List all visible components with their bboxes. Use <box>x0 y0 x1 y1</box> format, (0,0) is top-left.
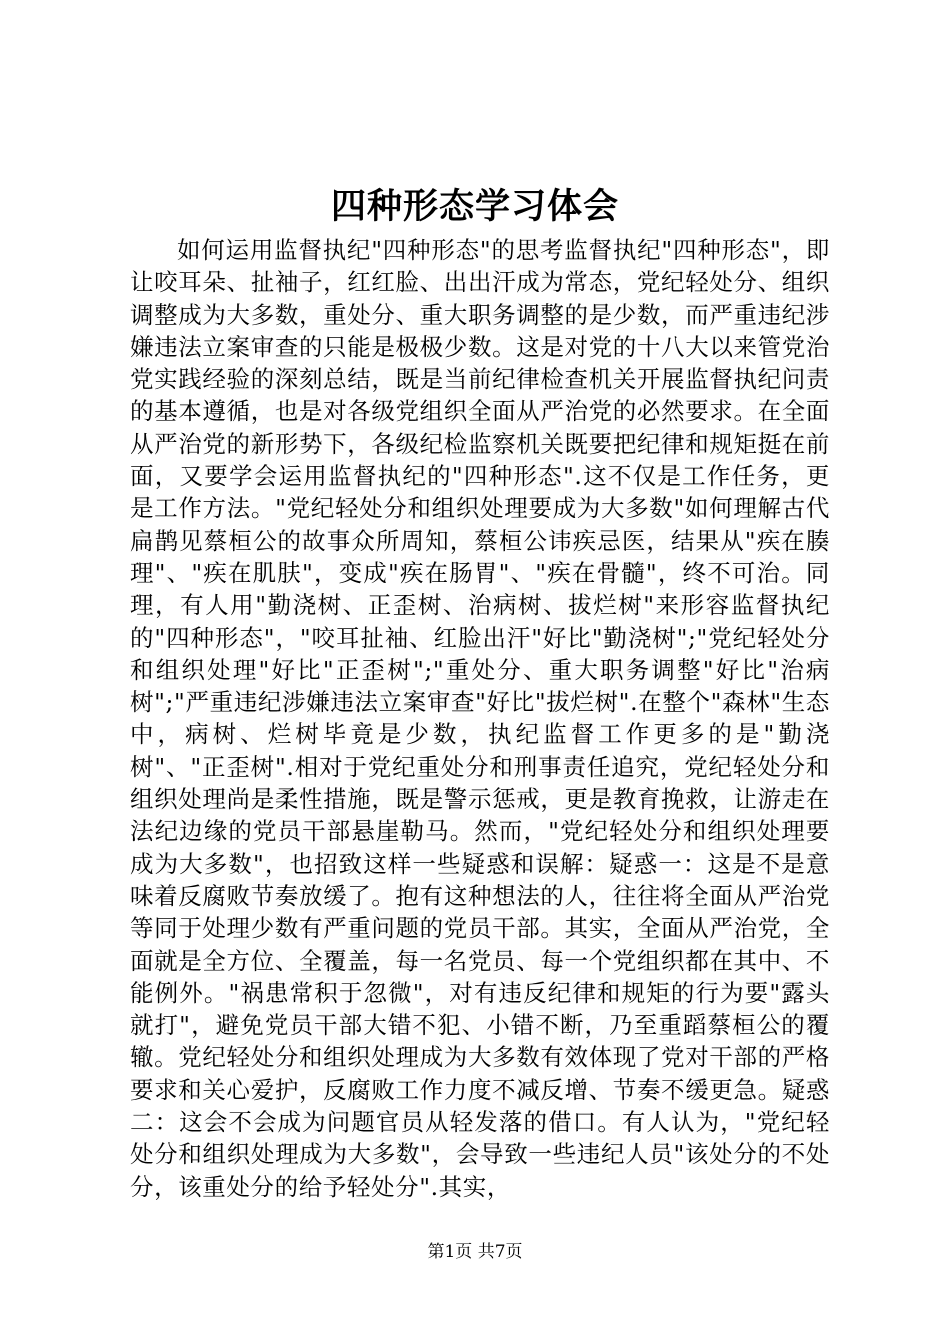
page-title: 四种形态学习体会 <box>330 186 619 227</box>
page-number: 第1页 共7页 <box>427 1242 523 1262</box>
body-paragraph: 如何运用监督执纪"四种形态"的思考监督执纪"四种形态"，即让咬耳朵、扯袖子，红红脸、出出汗成为常态，党纪轻处分、组织调整成为大多数，重处分、重大职务调整的是少数，而严重违纪涉嫌违法立案审查的只能是极极少数。这是对党的十八大以来管党治党实践经验的深刻总结，既是当前纪律检查机关开展监督执纪问责的基本遵循，也是对各级党组织全面从严治党的必然要求。在全面从严治党的新形势下，各级纪检监察机关既要把纪律和规矩挺在前面，又要学会运用监督执纪的"四种形态".这不仅是工作任务，更是工作方法。"党纪轻处分和组织处理要成为大多数"如何理解古代扁鹊见蔡桓公的故事众所周知，蔡桓公讳疾忌医，结果从"疾在腠理"、"疾在肌肤"，变成"疾在肠胃"、"疾在骨髓"，终不可治。同理，有人用"勤浇树、正歪树、治病树、拔烂树"来形容监督执纪的"四种形态"，"咬耳扯袖、红脸出汗"好比"勤浇树";"党纪轻处分和组织处理"好比"正歪树";"重处分、重大职务调整"好比"治病树";"严重违纪涉嫌违法立案审查"好比"拔烂树".在整个"森林"生态中，病树、烂树毕竟是少数，执纪监督工作更多的是"勤浇树"、"正歪树".相对于党纪重处分和刑事责任追究，党纪轻处分和组织处理尚是柔性措施，既是警示惩戒，更是教育挽救，让游走在法纪边缘的党员干部悬崖勒马。然而，"党纪轻处分和组织处理要成为大多数"，也招致这样一些疑惑和误解：疑惑一：这是不是意味着反腐败节奏放缓了。抱有这种想法的人，往往将全面从严治党等同于处理少数有严重问题的党员干部。其实，全面从严治党，全面就是全方位、全覆盖，每一名党员、每一个党组织都在其中、不能例外。"祸患常积于忽微"，对有违反纪律和规矩的行为要"露头就打"，避免党员干部大错不犯、小错不断，乃至重蹈蔡桓公的覆辙。党纪轻处分和组织处理成为大多数有效体现了党对干部的严格要求和关心爱护，反腐败工作力度不减反增、节奏不缓更急。疑惑二：这会不会成为问题官员从轻发落的借口。有人认为，"党纪轻处分和组织处理成为大多数"，会导致一些违纪人员"该处分的不处分，该重处分的给予轻处分".其实， <box>130 236 830 1201</box>
